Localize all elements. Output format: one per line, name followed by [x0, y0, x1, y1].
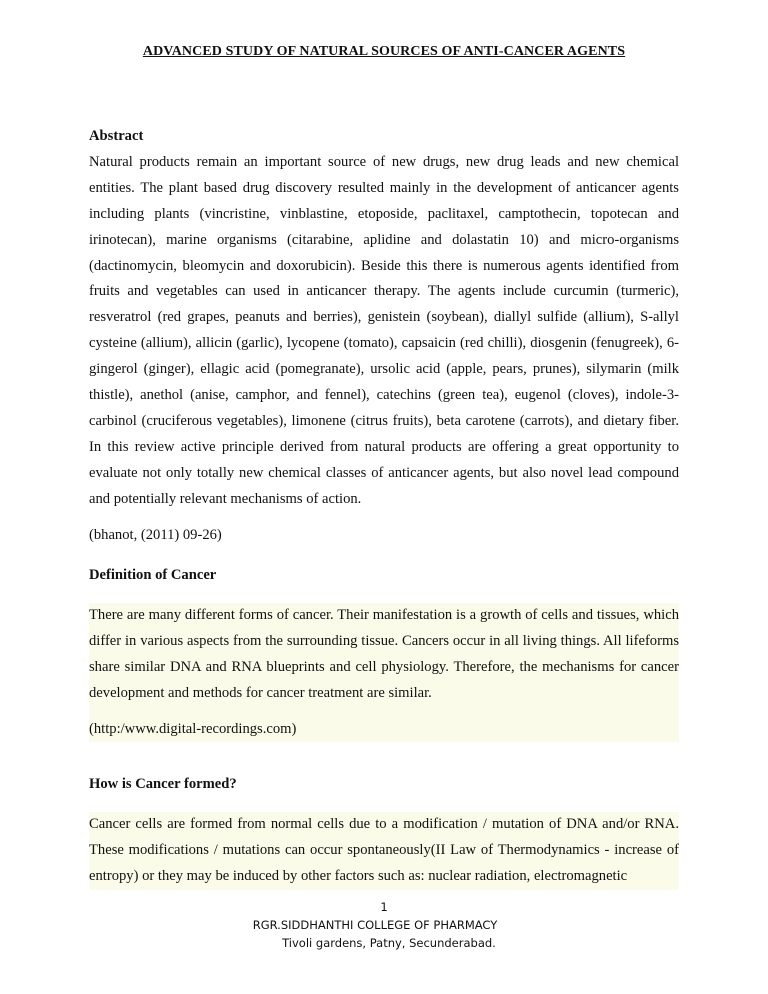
definition-body: There are many different forms of cancer. Their manifestation is a growth of cells and tissues, which differ in various aspects from the surrounding tissue. Cancers occur in all living things. All lifeforms share similar DNA and RNA blueprints and cell physiology. Therefore, the mechanisms for cancer development and methods for cancer treatment are similar.	[89, 606, 679, 701]
formation-body: Cancer cells are formed from normal cells due to a modification / mutation of DNA and/or RNA. These modifications / mutations can occur spontaneously(II Law of Thermodynamics - increase of entropy) or they may be induced by other factors such as: nuclear radiation, electromagnetic	[89, 815, 679, 884]
footer-college: RGR.SIDDHANTHI COLLEGE OF PHARMACY	[252, 918, 498, 932]
page-number: 1	[380, 900, 388, 914]
abstract-heading: Abstract	[89, 128, 144, 144]
formation-highlight-block	[89, 812, 679, 890]
abstract-citation: (bhanot, (2011) 09-26)	[89, 526, 222, 543]
definition-highlight-block	[89, 603, 679, 743]
abstract-body: Natural products remain an important source of new drugs, new drug leads and new chemical entities. The plant based drug discovery resulted mainly in the development of anticancer agents including plants (vincristine, vinblastine, etoposide, paclitaxel, camptothecin, topotecan and irinotecan), marine organisms (citarabine, aplidine and dolastatin 10) and micro-organisms (dactinomycin, bleomycin and doxorubicin). Beside this there is numerous agents identified from fruits and vegetables can used in anticancer therapy. The agents include curcumin (turmeric), resveratrol (red grapes, peanuts and berries), genistein (soybean), diallyl sulfide (allium), S-allyl cysteine (allium), allicin (garlic), lycopene (tomato), capsaicin (red chilli), diosgenin (fenugreek), 6-gingerol (ginger), ellagic acid (pomegranate), ursolic acid (apple, pears, prunes), silymarin (milk thistle), anethol (anise, camphor, and fennel), catechins (green tea), eugenol (cloves), indole-3-carbinol (cruciferous vegetables), limonene (citrus fruits), beta carotene (carrots), and dietary fiber. In this review active principle derived from natural products are offering a great opportunity to evaluate not only totally new chemical classes of anticancer agents, but also novel lead compound and potentially relevant mechanisms of action.	[89, 153, 679, 507]
definition-heading: Definition of Cancer	[89, 567, 217, 583]
abstract-section	[89, 124, 679, 549]
definition-citation: (http:/www.digital-recordings.com)	[89, 720, 297, 737]
page-title: ADVANCED STUDY OF NATURAL SOURCES OF ANTI-CANCER AGENTS	[142, 44, 626, 59]
page-footer	[0, 898, 768, 952]
formation-heading: How is Cancer formed?	[89, 776, 237, 792]
formation-section	[89, 772, 679, 890]
definition-section	[89, 563, 679, 742]
footer-address: Tivoli gardens, Patny, Secunderabad.	[282, 936, 496, 950]
